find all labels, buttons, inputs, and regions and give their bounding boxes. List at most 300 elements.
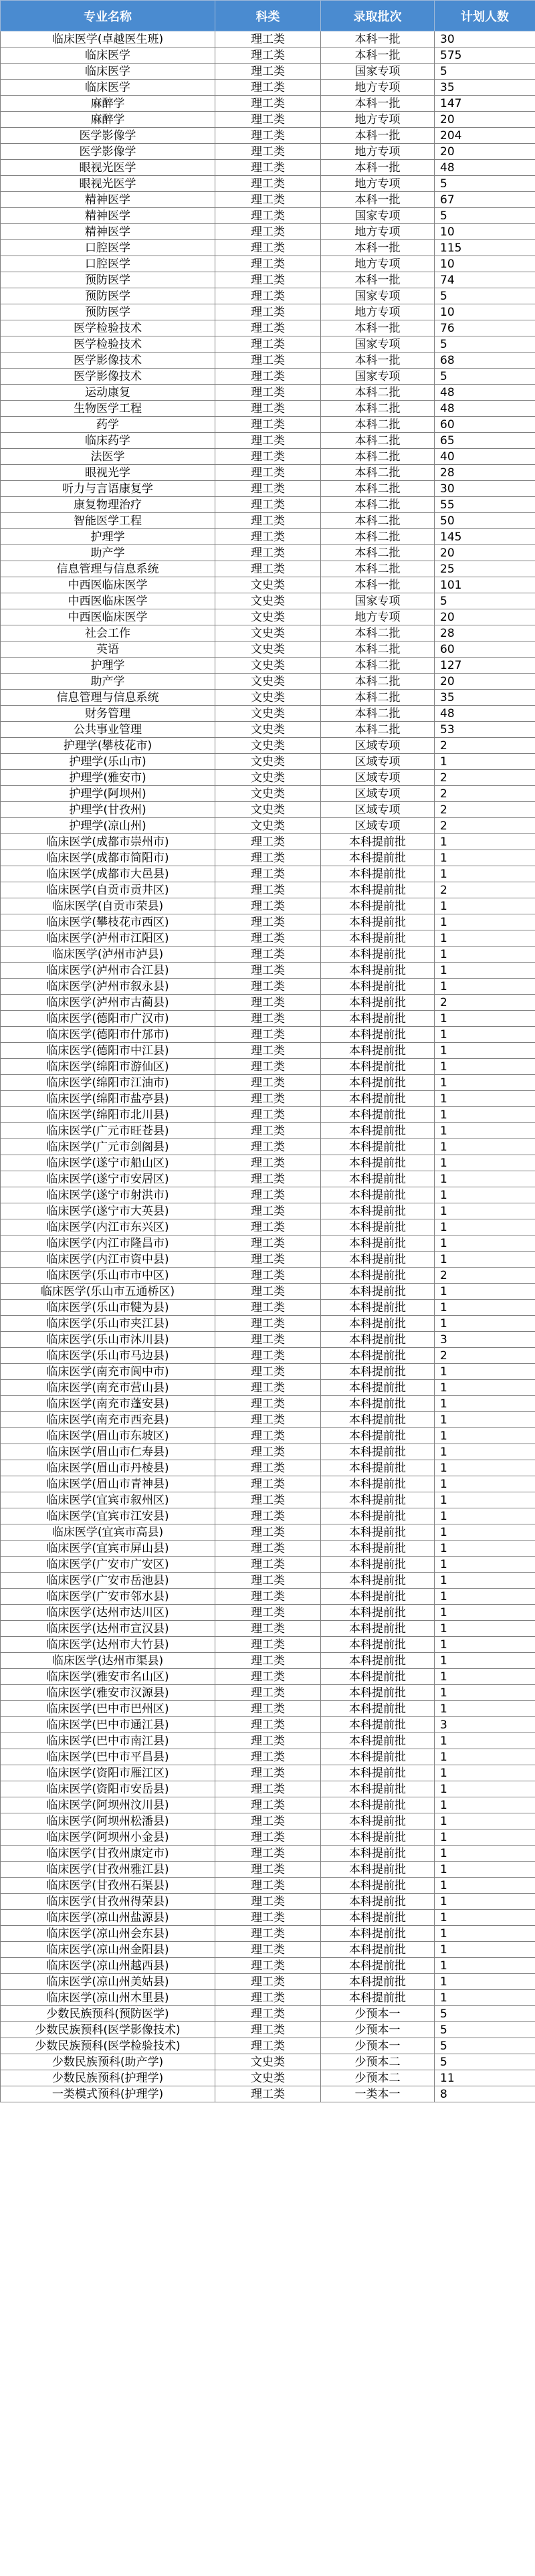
major-cell: 少数民族预科(护理学)	[1, 2070, 215, 2086]
count-cell: 1	[435, 898, 535, 914]
batch-cell: 本科提前批	[321, 1974, 435, 1990]
batch-cell: 一类本一	[321, 2086, 435, 2102]
major-cell: 临床医学(乐山市犍为县)	[1, 1300, 215, 1316]
category-cell: 理工类	[215, 31, 321, 47]
batch-cell: 本科提前批	[321, 1813, 435, 1829]
table-row	[1, 256, 535, 272]
table-row	[1, 947, 535, 963]
table-row	[1, 80, 535, 96]
table-row	[1, 882, 535, 898]
count-cell: 1	[435, 1476, 535, 1492]
count-cell: 1	[435, 1027, 535, 1043]
count-cell: 1	[435, 1059, 535, 1075]
count-cell: 1	[435, 754, 535, 770]
header-category: 科类	[215, 1, 321, 31]
count-cell: 28	[435, 465, 535, 481]
batch-cell: 本科提前批	[321, 1621, 435, 1637]
major-cell: 护理学	[1, 529, 215, 545]
table-row	[1, 385, 535, 401]
batch-cell: 地方专项	[321, 112, 435, 128]
batch-cell: 本科提前批	[321, 1171, 435, 1187]
count-cell: 2	[435, 1348, 535, 1364]
batch-cell: 本科提前批	[321, 1460, 435, 1476]
category-cell: 理工类	[215, 1300, 321, 1316]
count-cell: 1	[435, 834, 535, 850]
table-row	[1, 2022, 535, 2038]
count-cell: 50	[435, 513, 535, 529]
count-cell: 67	[435, 192, 535, 208]
category-cell: 理工类	[215, 96, 321, 112]
batch-cell: 本科一批	[321, 320, 435, 336]
batch-cell: 本科提前批	[321, 1155, 435, 1171]
batch-cell: 本科提前批	[321, 963, 435, 979]
category-cell: 理工类	[215, 850, 321, 866]
category-cell: 理工类	[215, 1749, 321, 1765]
major-cell: 临床医学(巴中市平昌县)	[1, 1749, 215, 1765]
table-row	[1, 465, 535, 481]
batch-cell: 本科二批	[321, 690, 435, 706]
major-cell: 临床医学(甘孜州雅江县)	[1, 1862, 215, 1878]
major-cell: 临床医学(宜宾市屏山县)	[1, 1541, 215, 1557]
category-cell: 理工类	[215, 1797, 321, 1813]
table-row	[1, 1380, 535, 1396]
major-cell: 临床医学(乐山市夹江县)	[1, 1316, 215, 1332]
batch-cell: 本科二批	[321, 529, 435, 545]
batch-cell: 本科二批	[321, 417, 435, 433]
category-cell: 理工类	[215, 1476, 321, 1492]
category-cell: 理工类	[215, 1508, 321, 1524]
table-row	[1, 208, 535, 224]
category-cell: 文史类	[215, 2054, 321, 2070]
table-row	[1, 1701, 535, 1717]
category-cell: 理工类	[215, 1862, 321, 1878]
table-row	[1, 433, 535, 449]
category-cell: 文史类	[215, 641, 321, 658]
table-row	[1, 240, 535, 256]
table-row	[1, 1155, 535, 1171]
category-cell: 理工类	[215, 1139, 321, 1155]
batch-cell: 本科提前批	[321, 1605, 435, 1621]
major-cell: 医学检验技术	[1, 320, 215, 336]
table-row	[1, 1524, 535, 1541]
major-cell: 临床医学	[1, 47, 215, 64]
category-cell: 文史类	[215, 609, 321, 625]
count-cell: 1	[435, 1107, 535, 1123]
batch-cell: 本科提前批	[321, 1942, 435, 1958]
count-cell: 1	[435, 1316, 535, 1332]
category-cell: 理工类	[215, 160, 321, 176]
table-row	[1, 481, 535, 497]
batch-cell: 本科二批	[321, 433, 435, 449]
table-row	[1, 192, 535, 208]
major-cell: 临床医学(泸州市泸县)	[1, 947, 215, 963]
count-cell: 48	[435, 706, 535, 722]
major-cell: 临床医学(达州市达川区)	[1, 1605, 215, 1621]
category-cell: 理工类	[215, 1958, 321, 1974]
count-cell: 147	[435, 96, 535, 112]
count-cell: 48	[435, 385, 535, 401]
batch-cell: 本科二批	[321, 513, 435, 529]
batch-cell: 国家专项	[321, 369, 435, 385]
major-cell: 临床医学(成都市大邑县)	[1, 866, 215, 882]
count-cell: 575	[435, 47, 535, 64]
batch-cell: 本科提前批	[321, 1765, 435, 1781]
major-cell: 康复物理治疗	[1, 497, 215, 513]
count-cell: 30	[435, 31, 535, 47]
category-cell: 理工类	[215, 144, 321, 160]
count-cell: 48	[435, 401, 535, 417]
major-cell: 护理学(雅安市)	[1, 770, 215, 786]
category-cell: 理工类	[215, 1990, 321, 2006]
table-row	[1, 320, 535, 336]
table-row	[1, 1300, 535, 1316]
batch-cell: 本科提前批	[321, 1380, 435, 1396]
major-cell: 临床医学(广安市广安区)	[1, 1557, 215, 1573]
category-cell: 理工类	[215, 1878, 321, 1894]
category-cell: 理工类	[215, 1701, 321, 1717]
count-cell: 1	[435, 1011, 535, 1027]
count-cell: 1	[435, 1701, 535, 1717]
table-row	[1, 497, 535, 513]
table-row	[1, 1219, 535, 1235]
count-cell: 1	[435, 1252, 535, 1268]
batch-cell: 本科二批	[321, 497, 435, 513]
batch-cell: 本科提前批	[321, 1958, 435, 1974]
major-cell: 护理学	[1, 658, 215, 674]
count-cell: 10	[435, 256, 535, 272]
table-row	[1, 770, 535, 786]
category-cell: 理工类	[215, 1203, 321, 1219]
major-cell: 护理学(凉山州)	[1, 818, 215, 834]
batch-cell: 本科提前批	[321, 1733, 435, 1749]
batch-cell: 地方专项	[321, 80, 435, 96]
major-cell: 临床医学(自贡市荣县)	[1, 898, 215, 914]
major-cell: 医学影像学	[1, 128, 215, 144]
major-cell: 临床医学(达州市渠县)	[1, 1653, 215, 1669]
count-cell: 1	[435, 1171, 535, 1187]
batch-cell: 本科提前批	[321, 1573, 435, 1589]
count-cell: 1	[435, 1813, 535, 1829]
category-cell: 理工类	[215, 866, 321, 882]
category-cell: 理工类	[215, 192, 321, 208]
category-cell: 理工类	[215, 1316, 321, 1332]
category-cell: 理工类	[215, 930, 321, 947]
major-cell: 临床医学(遂宁市大英县)	[1, 1203, 215, 1219]
major-cell: 临床医学(广安市岳池县)	[1, 1573, 215, 1589]
category-cell: 理工类	[215, 834, 321, 850]
count-cell: 25	[435, 561, 535, 577]
count-cell: 5	[435, 208, 535, 224]
table-row	[1, 706, 535, 722]
count-cell: 1	[435, 850, 535, 866]
category-cell: 理工类	[215, 979, 321, 995]
batch-cell: 本科提前批	[321, 1316, 435, 1332]
table-row	[1, 1011, 535, 1027]
major-cell: 临床医学(眉山市仁寿县)	[1, 1444, 215, 1460]
major-cell: 临床医学(达州市宣汉县)	[1, 1621, 215, 1637]
batch-cell: 地方专项	[321, 144, 435, 160]
table-row	[1, 1557, 535, 1573]
category-cell: 文史类	[215, 722, 321, 738]
count-cell: 1	[435, 1508, 535, 1524]
category-cell: 理工类	[215, 1621, 321, 1637]
table-row	[1, 1621, 535, 1637]
count-cell: 1	[435, 1091, 535, 1107]
count-cell: 1	[435, 1637, 535, 1653]
category-cell: 理工类	[215, 1123, 321, 1139]
batch-cell: 本科提前批	[321, 1123, 435, 1139]
count-cell: 3	[435, 1332, 535, 1348]
batch-cell: 地方专项	[321, 256, 435, 272]
major-cell: 临床医学(南充市蓬安县)	[1, 1396, 215, 1412]
table-row	[1, 1829, 535, 1846]
batch-cell: 本科提前批	[321, 1364, 435, 1380]
category-cell: 理工类	[215, 1717, 321, 1733]
count-cell: 55	[435, 497, 535, 513]
category-cell: 理工类	[215, 401, 321, 417]
category-cell: 文史类	[215, 674, 321, 690]
category-cell: 理工类	[215, 1813, 321, 1829]
table-row	[1, 1059, 535, 1075]
major-cell: 临床医学(广元市旺苍县)	[1, 1123, 215, 1139]
batch-cell: 本科提前批	[321, 850, 435, 866]
batch-cell: 本科提前批	[321, 1797, 435, 1813]
count-cell: 5	[435, 2038, 535, 2054]
major-cell: 临床医学(成都市崇州市)	[1, 834, 215, 850]
table-row	[1, 1396, 535, 1412]
major-cell: 临床医学(绵阳市江油市)	[1, 1075, 215, 1091]
major-cell: 中西医临床医学	[1, 609, 215, 625]
table-row	[1, 2086, 535, 2102]
major-cell: 临床医学(巴中市南江县)	[1, 1733, 215, 1749]
batch-cell: 本科二批	[321, 674, 435, 690]
category-cell: 理工类	[215, 995, 321, 1011]
batch-cell: 本科一批	[321, 160, 435, 176]
batch-cell: 本科提前批	[321, 1926, 435, 1942]
header-batch: 录取批次	[321, 1, 435, 31]
count-cell: 1	[435, 1733, 535, 1749]
batch-cell: 区域专项	[321, 770, 435, 786]
category-cell: 理工类	[215, 1894, 321, 1910]
count-cell: 5	[435, 593, 535, 609]
count-cell: 1	[435, 1974, 535, 1990]
category-cell: 理工类	[215, 1380, 321, 1396]
category-cell: 理工类	[215, 1444, 321, 1460]
category-cell: 理工类	[215, 1027, 321, 1043]
major-cell: 助产学	[1, 545, 215, 561]
major-cell: 临床医学(乐山市马边县)	[1, 1348, 215, 1364]
table-row	[1, 593, 535, 609]
table-row	[1, 2038, 535, 2054]
category-cell: 理工类	[215, 1557, 321, 1573]
batch-cell: 本科提前批	[321, 1476, 435, 1492]
table-row	[1, 1685, 535, 1701]
table-row	[1, 304, 535, 320]
major-cell: 临床医学(资阳市雁江区)	[1, 1765, 215, 1781]
major-cell: 法医学	[1, 449, 215, 465]
count-cell: 1	[435, 1396, 535, 1412]
major-cell: 听力与言语康复学	[1, 481, 215, 497]
major-cell: 临床医学(阿坝州小金县)	[1, 1829, 215, 1846]
count-cell: 1	[435, 1155, 535, 1171]
count-cell: 20	[435, 545, 535, 561]
header-major: 专业名称	[1, 1, 215, 31]
major-cell: 临床医学(巴中市巴州区)	[1, 1701, 215, 1717]
header-count: 计划人数	[435, 1, 535, 31]
table-row	[1, 786, 535, 802]
category-cell: 理工类	[215, 1252, 321, 1268]
category-cell: 理工类	[215, 1059, 321, 1075]
category-cell: 理工类	[215, 1412, 321, 1428]
table-row	[1, 1139, 535, 1155]
batch-cell: 本科提前批	[321, 1717, 435, 1733]
batch-cell: 区域专项	[321, 738, 435, 754]
major-cell: 临床医学(眉山市丹棱县)	[1, 1460, 215, 1476]
category-cell: 理工类	[215, 1043, 321, 1059]
category-cell: 理工类	[215, 256, 321, 272]
category-cell: 理工类	[215, 1219, 321, 1235]
batch-cell: 本科二批	[321, 449, 435, 465]
table-row	[1, 1974, 535, 1990]
category-cell: 理工类	[215, 433, 321, 449]
table-row	[1, 1813, 535, 1829]
count-cell: 1	[435, 866, 535, 882]
table-row	[1, 995, 535, 1011]
batch-cell: 本科提前批	[321, 1075, 435, 1091]
major-cell: 临床医学(凉山州越西县)	[1, 1958, 215, 1974]
table-row	[1, 272, 535, 288]
count-cell: 68	[435, 353, 535, 369]
major-cell: 临床医学(绵阳市北川县)	[1, 1107, 215, 1123]
category-cell: 理工类	[215, 449, 321, 465]
major-cell: 生物医学工程	[1, 401, 215, 417]
category-cell: 理工类	[215, 224, 321, 240]
major-cell: 少数民族预科(预防医学)	[1, 2006, 215, 2022]
count-cell: 204	[435, 128, 535, 144]
category-cell: 理工类	[215, 80, 321, 96]
count-cell: 20	[435, 609, 535, 625]
count-cell: 115	[435, 240, 535, 256]
count-cell: 1	[435, 1557, 535, 1573]
table-row	[1, 1027, 535, 1043]
batch-cell: 本科提前批	[321, 1637, 435, 1653]
table-row	[1, 1749, 535, 1765]
batch-cell: 本科提前批	[321, 947, 435, 963]
count-cell: 1	[435, 914, 535, 930]
table-row	[1, 449, 535, 465]
table-row	[1, 1589, 535, 1605]
major-cell: 临床医学(凉山州盐源县)	[1, 1910, 215, 1926]
table-row	[1, 1091, 535, 1107]
category-cell: 文史类	[215, 658, 321, 674]
table-row	[1, 353, 535, 369]
count-cell: 1	[435, 1075, 535, 1091]
batch-cell: 本科二批	[321, 625, 435, 641]
table-row	[1, 1717, 535, 1733]
table-row	[1, 930, 535, 947]
count-cell: 1	[435, 1781, 535, 1797]
batch-cell: 本科提前批	[321, 1203, 435, 1219]
count-cell: 1	[435, 1219, 535, 1235]
category-cell: 文史类	[215, 818, 321, 834]
table-row	[1, 1878, 535, 1894]
table-row	[1, 1926, 535, 1942]
table-row	[1, 128, 535, 144]
category-cell: 理工类	[215, 914, 321, 930]
major-cell: 助产学	[1, 674, 215, 690]
table-row	[1, 1541, 535, 1557]
count-cell: 1	[435, 1605, 535, 1621]
major-cell: 眼视光医学	[1, 176, 215, 192]
major-cell: 临床医学(凉山州金阳县)	[1, 1942, 215, 1958]
batch-cell: 本科提前批	[321, 1348, 435, 1364]
major-cell: 临床医学(遂宁市船山区)	[1, 1155, 215, 1171]
batch-cell: 本科提前批	[321, 1685, 435, 1701]
major-cell: 临床医学(广安市邻水县)	[1, 1589, 215, 1605]
batch-cell: 本科二批	[321, 658, 435, 674]
major-cell: 预防医学	[1, 304, 215, 320]
major-cell: 临床医学	[1, 64, 215, 80]
category-cell: 理工类	[215, 385, 321, 401]
count-cell: 1	[435, 1862, 535, 1878]
table-row	[1, 1235, 535, 1252]
batch-cell: 本科二批	[321, 481, 435, 497]
category-cell: 文史类	[215, 593, 321, 609]
major-cell: 临床医学(泸州市叙永县)	[1, 979, 215, 995]
batch-cell: 本科提前批	[321, 979, 435, 995]
major-cell: 临床医学(泸州市古蔺县)	[1, 995, 215, 1011]
major-cell: 临床药学	[1, 433, 215, 449]
major-cell: 少数民族预科(医学影像技术)	[1, 2022, 215, 2038]
table-row	[1, 1123, 535, 1139]
category-cell: 理工类	[215, 176, 321, 192]
batch-cell: 本科二批	[321, 722, 435, 738]
count-cell: 1	[435, 1685, 535, 1701]
category-cell: 理工类	[215, 2006, 321, 2022]
major-cell: 眼视光学	[1, 465, 215, 481]
count-cell: 76	[435, 320, 535, 336]
count-cell: 1	[435, 1492, 535, 1508]
batch-cell: 本科一批	[321, 577, 435, 593]
category-cell: 理工类	[215, 963, 321, 979]
count-cell: 35	[435, 80, 535, 96]
category-cell: 理工类	[215, 336, 321, 353]
category-cell: 理工类	[215, 272, 321, 288]
category-cell: 理工类	[215, 1765, 321, 1781]
count-cell: 1	[435, 1669, 535, 1685]
category-cell: 理工类	[215, 545, 321, 561]
major-cell: 护理学(甘孜州)	[1, 802, 215, 818]
batch-cell: 本科一批	[321, 31, 435, 47]
category-cell: 文史类	[215, 690, 321, 706]
major-cell: 临床医学	[1, 80, 215, 96]
batch-cell: 区域专项	[321, 754, 435, 770]
category-cell: 理工类	[215, 240, 321, 256]
major-cell: 预防医学	[1, 288, 215, 304]
batch-cell: 本科二批	[321, 561, 435, 577]
batch-cell: 本科提前批	[321, 1910, 435, 1926]
batch-cell: 本科提前批	[321, 1252, 435, 1268]
major-cell: 临床医学(攀枝花市西区)	[1, 914, 215, 930]
table-body	[1, 31, 535, 2102]
table-row	[1, 47, 535, 64]
table-row	[1, 369, 535, 385]
count-cell: 5	[435, 336, 535, 353]
batch-cell: 少预本二	[321, 2054, 435, 2070]
major-cell: 护理学(乐山市)	[1, 754, 215, 770]
category-cell: 理工类	[215, 2038, 321, 2054]
count-cell: 1	[435, 1203, 535, 1219]
